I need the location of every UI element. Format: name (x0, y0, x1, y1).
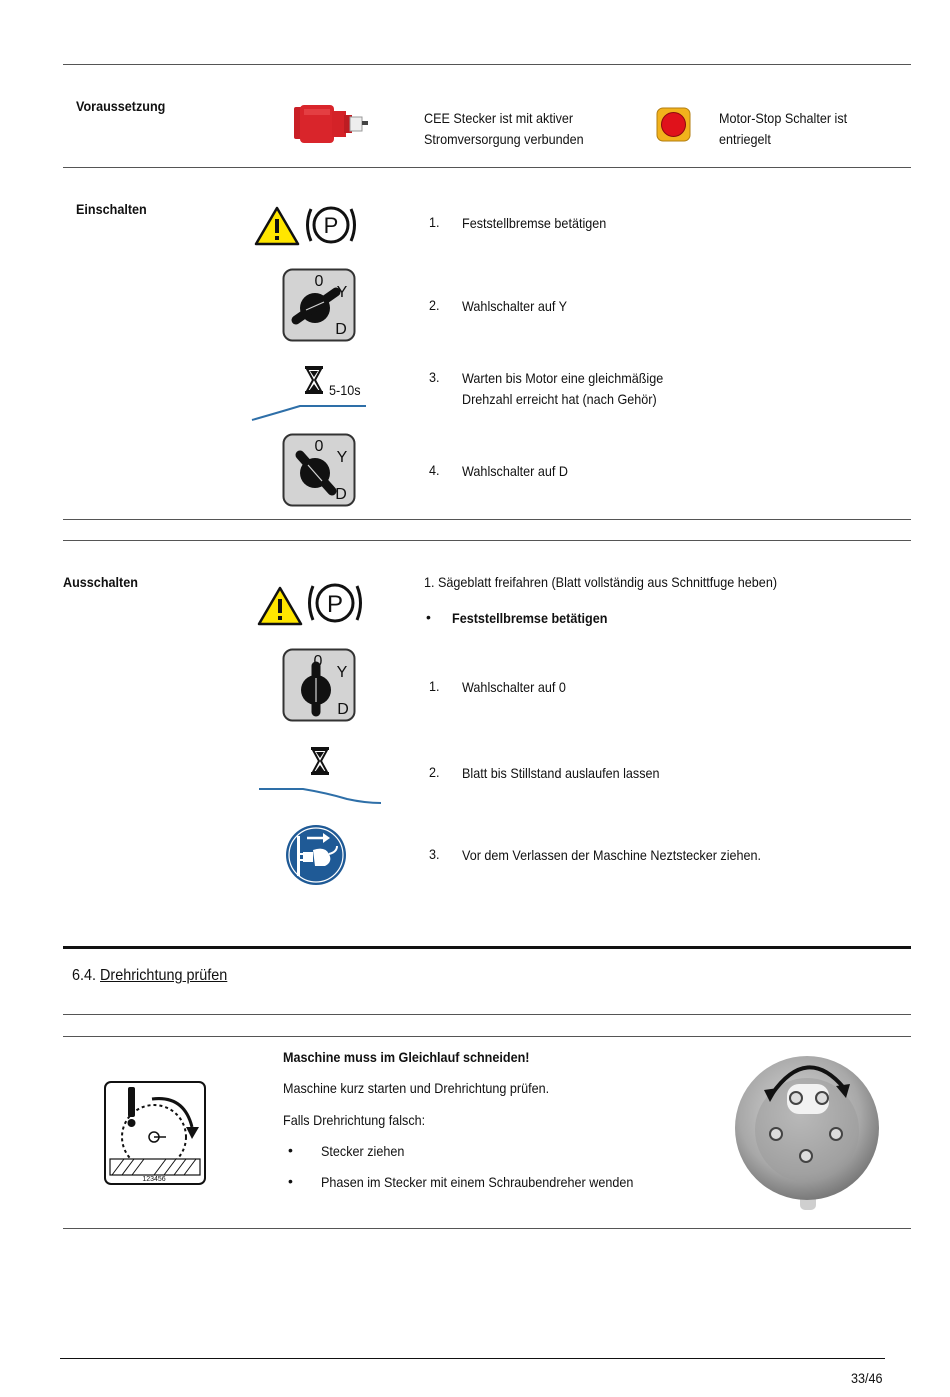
bullet-dot: • (288, 1173, 293, 1189)
rule-section-top (63, 946, 911, 949)
motor-stop-text-line2: entriegelt (719, 131, 771, 147)
rule-after-voraussetzung (63, 167, 911, 168)
ausschalten-step1-text: Wahlschalter auf 0 (462, 679, 566, 695)
einschalten-step1-text: Feststellbremse betätigen (462, 215, 607, 231)
einschalten-step2-num: 2. (429, 297, 440, 313)
svg-text:D: D (335, 321, 347, 338)
cee-socket-photo (732, 1048, 882, 1214)
einschalten-step4-num: 4. (429, 462, 440, 478)
einschalten-step3-line1: Warten bis Motor eine gleichmäßige (462, 370, 664, 386)
unplug-mandatory-icon (285, 824, 347, 886)
svg-text:0: 0 (313, 653, 323, 670)
svg-text:P: P (326, 591, 344, 618)
ausschalten-step3-num: 3. (429, 846, 440, 862)
rule-after-einschalten (63, 519, 911, 520)
rule-footer (60, 1358, 885, 1359)
motor-stop-text-line1: Motor-Stop Schalter ist (719, 110, 848, 126)
drehrichtung-line1: Maschine kurz starten und Drehrichtung prüfen. (283, 1080, 550, 1096)
drehrichtung-bullet2: Phasen im Stecker mit einem Schraubendreher wenden (321, 1174, 634, 1190)
parking-brake-icon (303, 203, 359, 247)
rule-section-bottom (63, 1014, 911, 1015)
ausschalten-intro: 1. Sägeblatt freifahren (Blatt vollständig aus Schnittfuge heben) (424, 574, 778, 590)
selector-switch-y-icon (282, 268, 356, 342)
rotation-direction-sign-icon (104, 1081, 206, 1185)
section-number: 6.4. (72, 967, 97, 984)
warning-icon (257, 586, 303, 626)
einschalten-step3-line2: Drehzahl erreicht hat (nach Gehör) (462, 391, 657, 407)
drehrichtung-line2: Falls Drehrichtung falsch: (283, 1112, 426, 1128)
ausschalten-step3-text: Vor dem Verlassen der Maschine Neztstecker ziehen. (462, 847, 762, 863)
einschalten-step3-num: 3. (429, 369, 440, 385)
svg-text:0: 0 (314, 438, 324, 455)
svg-text:D: D (335, 486, 347, 503)
rule-top (63, 64, 911, 65)
hourglass-icon (304, 365, 324, 395)
cee-plug-icon (294, 103, 372, 145)
parking-p-text: P (323, 213, 339, 238)
section-heading (72, 967, 227, 985)
rule-drehrichtung-bottom (63, 1228, 911, 1229)
selector-switch-0-icon (282, 648, 356, 722)
section-title: Drehrichtung prüfen (100, 967, 228, 984)
drehrichtung-bullet1: Stecker ziehen (321, 1143, 405, 1159)
ausschalten-step1-num: 1. (429, 678, 440, 694)
drehrichtung-heading: Maschine muss im Gleichlauf schneiden! (283, 1049, 530, 1065)
einschalten-label: Einschalten (76, 201, 147, 217)
selector-switch-d-icon (282, 433, 356, 507)
rundown-curve-icon (257, 785, 383, 807)
ausschalten-step2-num: 2. (429, 764, 440, 780)
svg-text:Y: Y (336, 664, 348, 681)
rule-drehrichtung-top (63, 1036, 911, 1037)
svg-text:D: D (337, 701, 349, 718)
svg-text:Y: Y (336, 284, 348, 301)
rule-before-ausschalten (63, 540, 911, 541)
hourglass-icon (310, 746, 330, 776)
parking-brake-icon (305, 580, 365, 626)
svg-text:Y: Y (336, 449, 348, 466)
voraussetzung-label: Voraussetzung (76, 98, 166, 114)
warning-icon (254, 206, 300, 246)
sign-number-text: 123456 (142, 1176, 166, 1183)
einschalten-step4-text: Wahlschalter auf D (462, 463, 568, 479)
speed-curve-icon (250, 400, 368, 422)
cee-text-line2: Stromversorgung verbunden (424, 131, 584, 147)
einschalten-step1-num: 1. (429, 214, 440, 230)
ausschalten-bullet: Feststellbremse betätigen (452, 610, 608, 626)
motor-stop-icon (656, 107, 691, 142)
bullet-dot: • (288, 1142, 293, 1158)
bullet-dot: • (426, 609, 431, 625)
svg-text:0: 0 (314, 273, 324, 290)
cee-text-line1: CEE Stecker ist mit aktiver (424, 110, 574, 126)
ausschalten-label: Ausschalten (63, 574, 138, 590)
timer-label: 5-10s (329, 382, 361, 398)
einschalten-step2-text: Wahlschalter auf Y (462, 298, 568, 314)
ausschalten-step2-text: Blatt bis Stillstand auslaufen lassen (462, 765, 660, 781)
page-number: 33/46 (851, 1370, 883, 1386)
